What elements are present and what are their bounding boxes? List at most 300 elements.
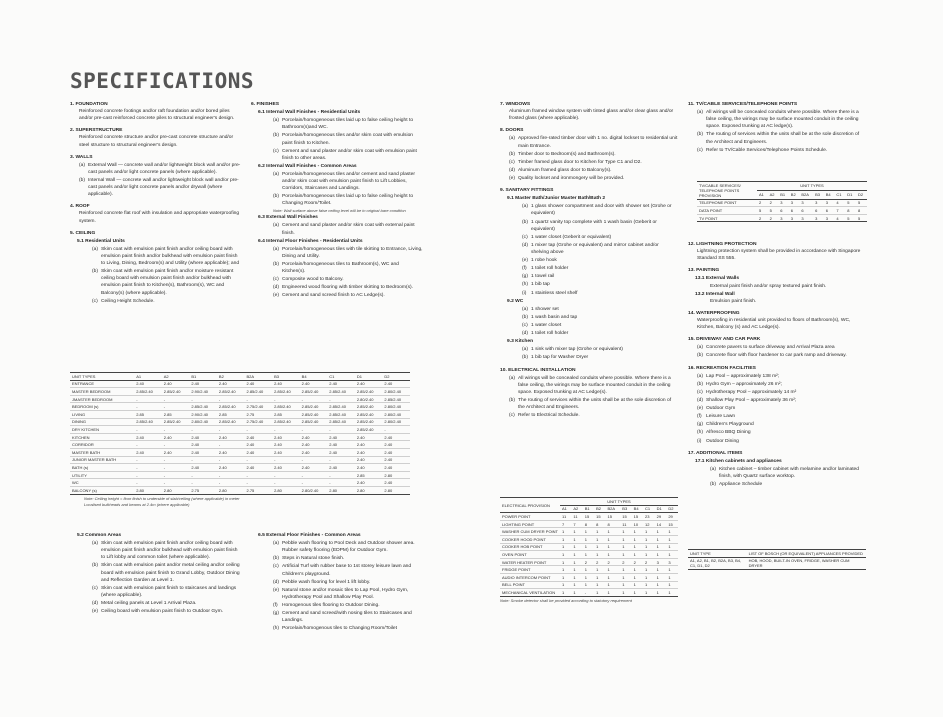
list-item [251, 292, 423, 299]
table-cell: 1 [643, 566, 655, 574]
item-text: Engineered wood flooring with timber skirting to Bedroom(s). [282, 285, 414, 291]
table-cell: - [300, 479, 328, 487]
table-cell: 1 [583, 573, 594, 581]
table-cell: 1 [571, 535, 582, 543]
list-item [688, 109, 866, 130]
table-cell: - [162, 441, 190, 449]
list-item [251, 193, 423, 207]
table-cell: 1 [594, 573, 605, 581]
table-cell: - [327, 426, 355, 434]
table-cell: 2.80/2.40 [355, 395, 383, 403]
table-cell: - [189, 456, 217, 464]
list-item [500, 242, 678, 256]
item-label: (a) [79, 162, 85, 168]
table-cell: 1 [620, 551, 631, 559]
item-text: 1 quartz vanity top complete with 1 wash basin (Geberit or equivalent) [531, 219, 657, 232]
table-cell: - [162, 403, 190, 411]
table-cell: - [245, 426, 273, 434]
table-cell: 2.40 [382, 433, 410, 441]
table-cell: 2.80/2.40 [382, 418, 410, 426]
table-cell: 15 [606, 513, 621, 521]
table-cell: 2.85/2.40 [300, 418, 328, 426]
item-label: (a) [509, 136, 515, 142]
spec-section [688, 336, 866, 359]
table-cell: 1 [666, 528, 678, 536]
table-body [688, 557, 866, 570]
table-cell: 5 [768, 207, 779, 215]
table-row [70, 456, 410, 464]
table-cell: 1 [632, 551, 643, 559]
table-cell: 1 [583, 566, 594, 574]
column-header: B1 [189, 373, 217, 381]
table-note: Localised bulkheads and beams at 2.4m (where applicable) [84, 502, 190, 508]
table-cell: 2.90/2.40 [189, 410, 217, 418]
item-label: (b) [273, 133, 279, 139]
section-text: Aluminum framed window system with tinted glass and/or clear glass and/or frosted glass (where applicable). [509, 109, 674, 122]
table-cell: 2 [757, 214, 768, 222]
item-label: (a) [522, 347, 528, 353]
table-cell: 1 [655, 581, 667, 589]
column-header: D1 [845, 190, 856, 199]
table-cell: JUNIOR MASTER BATH [70, 456, 134, 464]
spec-section [688, 450, 866, 489]
item-label: (a) [710, 466, 716, 472]
table-cell: 6 [778, 207, 789, 215]
table-cell: 14 [655, 520, 667, 528]
table-cell: - [272, 395, 300, 403]
item-text: Steps in Natural stone finish. [282, 556, 345, 562]
list-item [688, 438, 866, 445]
table-cell: 1 [655, 589, 667, 597]
column-1-common-areas [70, 531, 242, 620]
table-row [500, 558, 678, 566]
table-cell: 2.40 [189, 464, 217, 472]
list-item [688, 413, 866, 420]
list-item [500, 159, 678, 166]
list-item [251, 587, 423, 601]
table-cell: 4 [834, 199, 845, 207]
table-cell: 2.85/2.40 [162, 418, 190, 426]
column-header: B4 [300, 373, 328, 381]
item-text: 1 toilet roll holder [531, 331, 569, 337]
item-text: Timber door to Bedroom(s) and Bathroom(s). [518, 151, 616, 157]
column-header: D1 [655, 505, 667, 513]
table-row [70, 433, 410, 441]
section-heading: 1. FOUNDATION [70, 102, 108, 107]
table-cell: BELL POINT [500, 581, 560, 589]
table-cell: 10 [632, 520, 643, 528]
item-label: (f) [697, 414, 702, 420]
table-cell: 1 [606, 589, 621, 597]
table-cell: TV POINT [697, 214, 757, 222]
item-text: Skim coat with emulsion paint finish and/or ceiling board with emulsion paint finish and/or bulkhead with emulsion paint finish to Lift lobby and common toilet (where applicable). [101, 541, 238, 561]
table-cell: 1 [606, 528, 621, 536]
list-item [500, 375, 678, 396]
table-cell: 2.40 [217, 380, 245, 388]
spec-section [688, 101, 866, 154]
table-cell: 1 [655, 566, 667, 574]
table-cell: 1 [632, 543, 643, 551]
table-cell: 1 [583, 528, 594, 536]
section-heading: 14. WATERPROOFING [688, 310, 740, 316]
item-text: Outdoor Gym [706, 406, 736, 412]
column-header: C1 [327, 373, 355, 381]
section-heading: 13. PAINTING [688, 268, 720, 274]
table-cell: 2.40 [162, 380, 190, 388]
table-cell: 1 [606, 581, 621, 589]
item-label: (a) [522, 204, 528, 210]
list-item [688, 131, 866, 145]
table-cell: 2.85/2.40 [134, 418, 162, 426]
table-cell: 2.85/2.40 [134, 388, 162, 396]
table-cell: 2.40 [134, 380, 162, 388]
table-cell: 2.85/2.40 [272, 388, 300, 396]
table-cell: 2.40 [217, 433, 245, 441]
item-text: Skim coat with emulsion paint finish and/or moisture resistant ceiling board with emulsion paint finish and/or bulkhead with emulsion paint finish to Kitchen(s), Bathroom(s), WC and Balcony(s) (where applicable). [101, 269, 234, 296]
table-cell: - [217, 456, 245, 464]
table-cell: - [245, 456, 273, 464]
table-cell: 5 [757, 207, 768, 215]
item-label: (d) [697, 397, 703, 403]
appliance-schedule [688, 549, 866, 570]
table-cell: 6 [799, 207, 813, 215]
item-text: 1 towel rail [531, 274, 555, 280]
list-item [500, 135, 678, 149]
table-cell: 2.80 [162, 486, 190, 494]
item-label: (h) [697, 430, 703, 436]
table-cell: - [189, 426, 217, 434]
list-item [688, 381, 866, 388]
table-cell: 2.85/2.40 [272, 418, 300, 426]
column-header: B2 [217, 373, 245, 381]
table-cell: BEDROOM (s) [70, 403, 134, 411]
table-cell: LIGHTING POINT [500, 520, 560, 528]
item-text: Porcelain/homogenous tiles to Changing Room/Toilet [282, 626, 397, 632]
table-cell: 1 [632, 573, 643, 581]
table-row [70, 426, 410, 434]
table-cell: 2 [606, 558, 621, 566]
item-text: Shallow Play Pool – approximately 36 m²; [706, 397, 797, 403]
item-text: 1 bib tap for Washer Dryer [531, 355, 589, 361]
table-cell: 2.85/2.40 [245, 388, 273, 396]
item-label: (b) [697, 381, 703, 387]
item-label: (c) [92, 298, 98, 304]
table-cell: 1 [571, 581, 582, 589]
table-cell: WASHER CUM DRYER POINT [502, 529, 559, 535]
table-header-row [688, 550, 866, 558]
table-cell: 2 [757, 199, 768, 207]
table-cell: MECHANICAL VENTILATION [500, 589, 560, 597]
table-cell: 2.85/2.40 [327, 418, 355, 426]
item-text: Hydrotherapy Pool – approximately 14 m² [706, 389, 797, 395]
table-row [70, 388, 410, 396]
subsection-heading: 13.2 Internal Wall [695, 291, 735, 297]
table-cell: 2.40 [134, 433, 162, 441]
column-header: B2A [245, 373, 273, 381]
item-text: Porcelain/homogeneous tiles and/or cement and sand plaster and/or skim coat with emulsion paint finish to Lift Lobbies, Corridors, Staircases and Landings. [282, 171, 415, 192]
table-cell: POWER POINT [500, 513, 560, 521]
table-cell: - [272, 479, 300, 487]
item-text: Concrete pavers to surface driveway and Arrival Plaza area [706, 345, 835, 351]
table-cell: 3 [813, 199, 824, 207]
table-cell: 15 [632, 513, 643, 521]
column-4 [688, 241, 866, 493]
item-text: Kitchen cabinet – timber cabinet with melamine and/or laminated finish, with Quartz surface worktop. [719, 466, 860, 479]
table-cell: 2.40 [382, 380, 410, 388]
table-cell: FRIDGE POINT [500, 566, 560, 574]
table-cell: COOKER HOOD POINT [500, 535, 560, 543]
table-cell: - [162, 479, 190, 487]
item-label: (a) [522, 306, 528, 312]
table-cell: 4 [834, 214, 845, 222]
table-cell: 8 [583, 520, 594, 528]
table-cell: 2.85/2.40 [327, 403, 355, 411]
table-row [500, 581, 678, 589]
table-cell: 2.85/2.40 [217, 418, 245, 426]
subsection-heading: 5.1 Residential Units [77, 238, 125, 244]
item-text: Cement and sand screed/with nosing tiles to Staircases and Landings. [282, 611, 412, 624]
column-header: B2A [799, 190, 813, 199]
table-cell: 2.40 [189, 433, 217, 441]
list-item [70, 268, 242, 296]
table-cell: 2 [583, 558, 594, 566]
item-text: 1 sink with mixer tap (Grohe or equivalent) [531, 347, 623, 353]
table-cell: 2.80 [134, 486, 162, 494]
subsection-heading: 6.2 Internal Wall Finishes - Common Areas [258, 163, 357, 169]
table-cell: 2.40 [327, 448, 355, 456]
table-cell: 8 [606, 520, 621, 528]
list-item [688, 397, 866, 404]
item-label: (f) [273, 602, 278, 608]
table-cell: - [134, 395, 162, 403]
item-label: (b) [79, 177, 85, 183]
list-item [500, 346, 678, 353]
table-cell: 2.40 [327, 464, 355, 472]
item-label: (i) [697, 438, 702, 444]
table-cell: 2.40 [245, 433, 273, 441]
item-label: (c) [509, 159, 515, 165]
table-cell: 2.40 [245, 448, 273, 456]
item-label: (c) [509, 413, 515, 419]
table-cell: 2.85/2.40 [272, 403, 300, 411]
item-text: External Wall — concrete wall and/or lightweight block wall and/or pre-cast panels and/or light concrete panels (where applicable). [88, 162, 241, 175]
spec-section [500, 101, 678, 122]
table-cell: 1 [666, 535, 678, 543]
table-cell: - [245, 471, 273, 479]
item-label: (b) [273, 194, 279, 200]
column-header: B1 [778, 190, 789, 199]
table-cell: - [272, 471, 300, 479]
table-row [500, 573, 678, 581]
item-label: (b) [710, 482, 716, 488]
item-text: Leisure Lawn [706, 414, 736, 420]
table-cell: 3 [778, 199, 789, 207]
table-cell: 2.75/2.40 [245, 403, 273, 411]
table-note: Note: Smoke detector shall be provided according to statutory requirement [500, 597, 632, 603]
section-heading: 17. ADDITIONAL ITEMS [688, 450, 743, 456]
table-row [697, 214, 867, 222]
table-cell: - [300, 395, 328, 403]
table-cell: OVEN POINT [500, 551, 560, 559]
table-row [70, 479, 410, 487]
item-text: Appliance Schedule [719, 482, 763, 488]
table-cell: 2.80/2.40 [382, 410, 410, 418]
table-cell: 2.40 [327, 433, 355, 441]
item-text: Metal ceiling panels at Level 1 Arrival Plaza. [101, 600, 197, 606]
table-cell: 1 [632, 589, 643, 597]
item-text: 1 glass shower compartment and door with shower set (Grohe or equivalent) [531, 204, 672, 217]
table-cell: 2.85/2.40 [355, 388, 383, 396]
table-cell: 2.80/2.40 [382, 403, 410, 411]
table-cell: - [162, 395, 190, 403]
table-cell: 2.85/2.40 [327, 410, 355, 418]
item-text: 1 stainless steel shelf [531, 290, 578, 296]
item-label: (b) [92, 269, 98, 275]
table-cell: 2.40 [272, 448, 300, 456]
section-text: Waterproofing in residential unit provided to floors of Bathroom(s), WC, Kitchen, Balcony (s) and AC Ledge(s). [697, 317, 851, 331]
item-label: (b) [522, 355, 528, 361]
table-cell: 1 [560, 551, 571, 559]
item-text: Porcelain/homogeneous tiles to Bathroom(s), WC and Kitchen(s). [282, 261, 399, 275]
column-header: D2 [666, 505, 678, 513]
table-cell: - [382, 426, 410, 434]
table-row [697, 207, 867, 215]
table-cell: 1 [560, 566, 571, 574]
table-cell: 1 [643, 573, 655, 581]
list-item [251, 171, 423, 192]
table-cell: 2.40 [355, 433, 383, 441]
table-cell: 1 [643, 535, 655, 543]
table-cell: - [272, 456, 300, 464]
list-item [251, 117, 423, 131]
list-item [500, 175, 678, 182]
table-cell: 2.40 [189, 441, 217, 449]
item-label: (a) [273, 171, 279, 177]
item-label: (d) [509, 167, 515, 173]
column-header: LIST OF BOSCH (OR EQUIVALENT) APPLIANCES PROVIDED [747, 550, 866, 558]
table-cell: 1 [606, 543, 621, 551]
column-header: UNIT TYPES [70, 373, 134, 381]
table-cell: 2.85/2.40 [162, 388, 190, 396]
column-header: B3 [620, 505, 631, 513]
spec-section [688, 241, 866, 262]
table-cell: 2.80/2.40 [300, 486, 328, 494]
column-2-external-floor [251, 531, 423, 637]
list-item [500, 257, 678, 264]
spec-section [70, 203, 242, 224]
section-heading: 16. RECREATION FACILITIES [688, 365, 756, 371]
table-cell: 2.40 [355, 448, 383, 456]
table-cell: 1 [643, 589, 655, 597]
table-cell: - [217, 479, 245, 487]
table-row [500, 551, 678, 559]
item-label: (g) [522, 274, 528, 280]
table-cell: 3 [799, 214, 813, 222]
table-cell: MASTER BATH [70, 448, 134, 456]
table-cell: 1 [643, 551, 655, 559]
table-cell: 1 [560, 558, 571, 566]
table-cell: 11 [560, 513, 571, 521]
table-cell: 1 [632, 581, 643, 589]
table-row [70, 418, 410, 426]
table-cell: - [134, 456, 162, 464]
table-cell: 1 [571, 543, 582, 551]
table-cell: - [300, 471, 328, 479]
item-label: (d) [92, 600, 98, 606]
table-cell: 1 [606, 573, 621, 581]
item-label: (e) [273, 587, 279, 593]
table-cell: 1 [655, 528, 667, 536]
table-header-row [70, 373, 410, 381]
electrical-table [500, 497, 678, 597]
table-cell: BATH (s) [70, 464, 134, 472]
item-text: Skim coat with emulsion paint finish and/or ceiling board with emulsion paint finish and/or bulkhead with emulsion paint finish to Living, Dining, Bedroom(s) and Utility (where applicable); and [101, 246, 240, 267]
table-cell: WC [70, 479, 134, 487]
item-text: Natural stone and/or mosaic tiles to Lap Pool, Hydro Gym, Hydrotherapy Pool and Shallow Play Pool. [282, 587, 409, 600]
table-cell: - [189, 471, 217, 479]
item-label: (c) [273, 148, 279, 154]
table-cell: 1 [666, 581, 678, 589]
table-cell: 1 [666, 566, 678, 574]
table-cell: 1 [620, 543, 631, 551]
item-text: Lap Pool – approximately 138 m²; [706, 373, 780, 379]
table-cell: 1 [571, 551, 582, 559]
electrical-schedule [500, 497, 678, 604]
section-heading: 3. WALLS [70, 154, 93, 160]
subsection-heading: 5.2 Common Areas [77, 533, 122, 538]
column-header: B2A [606, 505, 621, 513]
item-label: (a) [697, 110, 703, 116]
list-item [251, 148, 423, 162]
item-label: (d) [273, 285, 279, 291]
table-cell: 15 [583, 513, 594, 521]
item-text: Porcelain/homogeneous tiles with tile skirting to Entrance, Living, Dining and Utility. [282, 246, 423, 259]
list-item [251, 625, 423, 632]
table-cell: 2.40 [327, 380, 355, 388]
table-cell: 1 [594, 543, 605, 551]
item-label: (g) [273, 611, 279, 617]
column-header: A1 [134, 373, 162, 381]
table-cell: 1 [560, 573, 571, 581]
table-cell: 1 [594, 589, 605, 597]
table-cell: 2.40 [382, 479, 410, 487]
column-header: B3 [813, 190, 824, 199]
tv-schedule [697, 181, 875, 222]
table-row [70, 380, 410, 388]
table-cell: 1 [560, 581, 571, 589]
table-cell: 2 [768, 199, 779, 207]
table-cell: 2.40 [300, 448, 328, 456]
table-body [70, 380, 410, 494]
item-label: (e) [509, 175, 515, 181]
item-label: (c) [522, 234, 528, 240]
column-header: D2 [382, 373, 410, 381]
table-cell: 1 [606, 566, 621, 574]
section-text: External paint finish and/or spray textured paint finish. [710, 283, 827, 289]
table-row [70, 464, 410, 472]
column-header: A2 [162, 373, 190, 381]
table-cell: 2.85/2.40 [355, 410, 383, 418]
table-cell: 1 [666, 589, 678, 597]
item-text: Cement and sand screed finish to AC Ledge(s). [282, 293, 385, 299]
list-item [688, 481, 866, 488]
table-cell: AUDIO INTERCOM POINT [500, 573, 560, 581]
item-text: Composite wood to Balcony. [282, 277, 344, 283]
subsection-heading: 6.4 Internal Floor Finishes - Residential Units [258, 238, 363, 244]
table-cell: 1 [594, 566, 605, 574]
spec-section [688, 267, 866, 305]
list-item [251, 555, 423, 562]
